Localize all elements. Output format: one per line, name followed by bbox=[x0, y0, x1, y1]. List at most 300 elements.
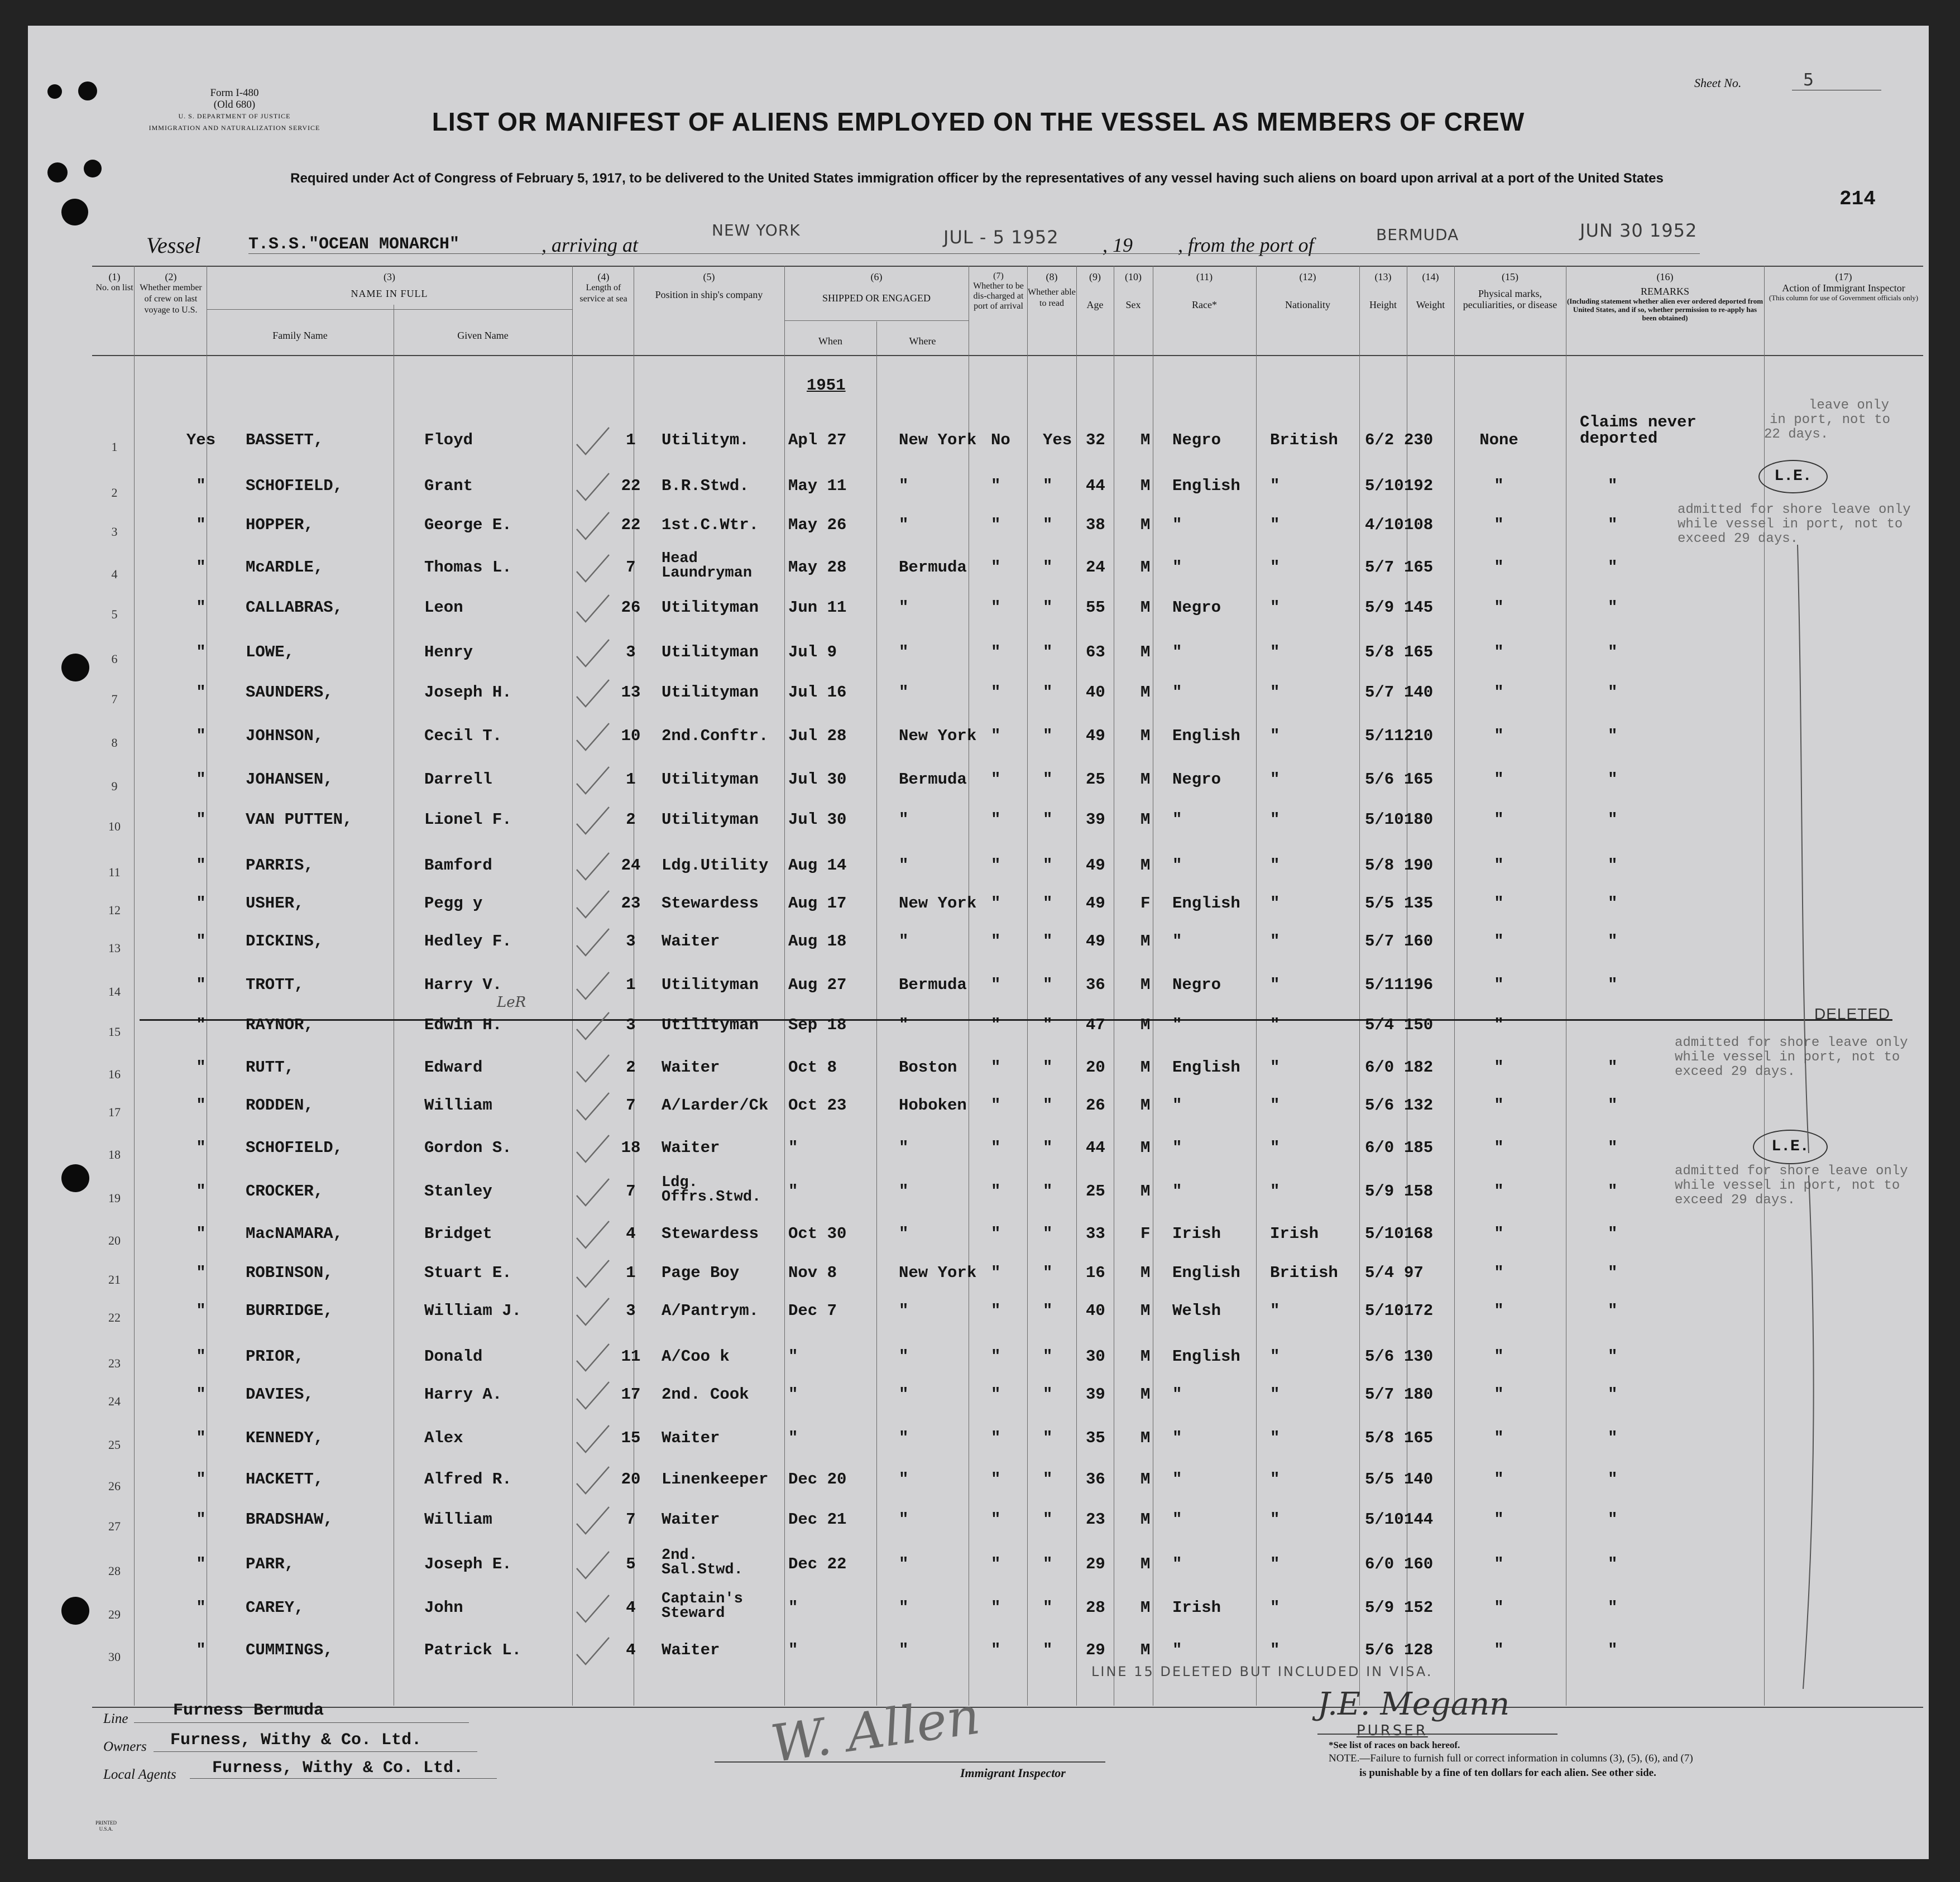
cell-when: " bbox=[788, 1347, 798, 1366]
column-header: (7) Whether to be dis-charged at port of arrival bbox=[973, 271, 1024, 311]
cell-where: " bbox=[899, 810, 909, 829]
cell-remarks: " bbox=[1608, 894, 1618, 913]
check-mark bbox=[572, 1549, 611, 1583]
check-mark bbox=[572, 1258, 611, 1292]
cell-family: USHER, bbox=[246, 894, 304, 913]
cell-weight: 185 bbox=[1404, 1139, 1434, 1157]
cell-nationality: " bbox=[1270, 683, 1280, 702]
cell-given: Alfred R. bbox=[424, 1470, 512, 1489]
cell-when: Jun 11 bbox=[788, 598, 847, 617]
cell-family: DAVIES, bbox=[246, 1385, 314, 1404]
cell-given: Pegg y bbox=[424, 894, 483, 913]
cell-age: 36 bbox=[1086, 976, 1105, 994]
cell-family: RODDEN, bbox=[246, 1096, 314, 1115]
cell-given: John bbox=[424, 1598, 463, 1617]
cell-given: William J. bbox=[424, 1302, 522, 1320]
cell-nationality: " bbox=[1270, 810, 1280, 829]
cell-weight: 140 bbox=[1404, 683, 1434, 702]
cell-age: 36 bbox=[1086, 1470, 1105, 1489]
cell-when: Dec 21 bbox=[788, 1510, 847, 1529]
row-number: 16 bbox=[108, 1067, 121, 1081]
cell-service: 1 bbox=[626, 1264, 636, 1282]
cell-where: " bbox=[899, 516, 909, 534]
shore-leave-stamp: admitted for shore leave only while vessel in port, not to exceed 29 days. bbox=[1678, 502, 1911, 546]
cell-remarks: " bbox=[1608, 1139, 1618, 1157]
check-mark bbox=[572, 1635, 611, 1669]
cell-service: 4 bbox=[626, 1225, 636, 1243]
column-header: (15) Physical marks, peculiarities, or disease bbox=[1463, 271, 1558, 310]
cell-where: " bbox=[899, 1470, 909, 1489]
arriving-port: NEW YORK bbox=[712, 221, 801, 239]
cell-discharged: " bbox=[991, 727, 1001, 745]
cell-where: " bbox=[899, 1555, 909, 1573]
cell-sex: M bbox=[1140, 1470, 1151, 1489]
cell-nationality: " bbox=[1270, 516, 1280, 534]
cell-where: " bbox=[899, 1016, 909, 1034]
cell-marks: " bbox=[1494, 1182, 1504, 1201]
cell-where: Bermuda bbox=[899, 770, 967, 789]
row-15-strikethrough bbox=[140, 1019, 1892, 1021]
cell-weight: 210 bbox=[1404, 727, 1434, 745]
cell-when: Jul 16 bbox=[788, 683, 847, 702]
cell-age: 44 bbox=[1086, 1139, 1105, 1157]
cell-given: Henry bbox=[424, 643, 473, 661]
cell-family: BASSETT, bbox=[246, 431, 324, 449]
cell-where: New York bbox=[899, 431, 977, 449]
cell-family: BURRIDGE, bbox=[246, 1302, 333, 1320]
cell-where: " bbox=[899, 1429, 909, 1447]
cell-height: 5/6 bbox=[1365, 1096, 1394, 1115]
crew-table-frame bbox=[92, 266, 1923, 1708]
row-number: 1 bbox=[111, 440, 118, 454]
cell-when: " bbox=[788, 1182, 798, 1201]
row-number: 12 bbox=[108, 903, 121, 917]
cell-marks: " bbox=[1494, 770, 1504, 789]
cell-weight: 130 bbox=[1404, 1347, 1434, 1366]
cell-service: 1 bbox=[626, 431, 636, 449]
row-number: 14 bbox=[108, 985, 121, 998]
cell-remarks: " bbox=[1608, 976, 1618, 994]
cell-weight: 135 bbox=[1404, 894, 1434, 913]
cell-nationality: British bbox=[1270, 1264, 1338, 1282]
cell-age: 38 bbox=[1086, 516, 1105, 534]
cell-sex: M bbox=[1140, 477, 1151, 495]
cell-nationality: " bbox=[1270, 1058, 1280, 1077]
cell-sex: M bbox=[1140, 1598, 1151, 1617]
cell-marks: " bbox=[1494, 1429, 1504, 1447]
cell-service: 7 bbox=[626, 1182, 636, 1201]
penalty-note-1: NOTE.—Failure to furnish full or correct information in columns (3), (5), (6), and (7) bbox=[1329, 1753, 1693, 1764]
cell-discharged: " bbox=[991, 1598, 1001, 1617]
cell-height: 5/10 bbox=[1365, 1302, 1404, 1320]
column-divider bbox=[1256, 266, 1257, 1706]
cell-marks: " bbox=[1494, 856, 1504, 875]
row-number: 3 bbox=[111, 525, 118, 539]
cell-nationality: " bbox=[1270, 477, 1280, 495]
row-number: 24 bbox=[108, 1394, 121, 1408]
cell-service: 4 bbox=[626, 1641, 636, 1659]
cell-marks: " bbox=[1494, 598, 1504, 617]
cell-where: " bbox=[899, 477, 909, 495]
cell-marks: " bbox=[1494, 727, 1504, 745]
cell-age: 24 bbox=[1086, 558, 1105, 577]
cell-prev: " bbox=[196, 976, 206, 994]
cell-position: A/Pantrym. bbox=[662, 1302, 759, 1320]
cell-when: Dec 22 bbox=[788, 1555, 847, 1573]
cell-sex: M bbox=[1140, 1347, 1151, 1366]
column-divider bbox=[876, 321, 877, 1706]
cell-when: Oct 23 bbox=[788, 1096, 847, 1115]
cell-height: 5/7 bbox=[1365, 558, 1394, 577]
cell-family: SAUNDERS, bbox=[246, 683, 333, 702]
cell-read: " bbox=[1043, 856, 1053, 875]
cell-read: " bbox=[1043, 727, 1053, 745]
cell-read: " bbox=[1043, 1555, 1053, 1573]
cell-where: Bermuda bbox=[899, 558, 967, 577]
cell-sex: M bbox=[1140, 1429, 1151, 1447]
cell-discharged: " bbox=[991, 643, 1001, 661]
cell-service: 24 bbox=[621, 856, 641, 875]
cell-position: Linenkeeper bbox=[662, 1470, 769, 1489]
cell-discharged: " bbox=[991, 1225, 1001, 1243]
cell-marks: " bbox=[1494, 1510, 1504, 1529]
row-number: 7 bbox=[111, 692, 118, 706]
cell-prev: " bbox=[196, 1264, 206, 1282]
cell-read: " bbox=[1043, 558, 1053, 577]
cell-service: 17 bbox=[621, 1385, 641, 1404]
column-divider bbox=[1454, 266, 1455, 1706]
cell-when: Dec 20 bbox=[788, 1470, 847, 1489]
cell-service: 3 bbox=[626, 1016, 636, 1034]
cell-nationality: " bbox=[1270, 1096, 1280, 1115]
cell-prev: " bbox=[196, 1182, 206, 1201]
cell-given: Leon bbox=[424, 598, 463, 617]
cell-weight: 108 bbox=[1404, 516, 1434, 534]
cell-marks: " bbox=[1494, 1264, 1504, 1282]
cell-weight: 140 bbox=[1404, 1470, 1434, 1489]
cell-discharged: " bbox=[991, 1139, 1001, 1157]
cell-sex: M bbox=[1140, 932, 1151, 950]
binder-hole bbox=[47, 162, 68, 183]
cell-read: " bbox=[1043, 477, 1053, 495]
cell-remarks: " bbox=[1608, 1302, 1618, 1320]
cell-family: RAYNOR, bbox=[246, 1016, 314, 1034]
cell-nationality: " bbox=[1270, 894, 1280, 913]
cell-discharged: " bbox=[991, 477, 1001, 495]
column-header: (3) NAME IN FULL bbox=[351, 271, 428, 299]
row-number: 18 bbox=[108, 1148, 121, 1161]
cell-height: 5/5 bbox=[1365, 894, 1394, 913]
cell-family: ROBINSON, bbox=[246, 1264, 333, 1282]
cell-service: 1 bbox=[626, 976, 636, 994]
cell-remarks: " bbox=[1608, 810, 1618, 829]
cell-prev: " bbox=[196, 932, 206, 950]
cell-family: JOHANSEN, bbox=[246, 770, 333, 789]
cell-race: " bbox=[1172, 643, 1182, 661]
cell-sex: F bbox=[1140, 1225, 1151, 1243]
cell-sex: M bbox=[1140, 770, 1151, 789]
cell-race: " bbox=[1172, 1429, 1182, 1447]
cell-remarks: " bbox=[1608, 770, 1618, 789]
cell-height: 5/10 bbox=[1365, 1510, 1404, 1529]
purser-signature: J.E. Megann bbox=[1317, 1686, 1510, 1722]
cell-remarks: " bbox=[1608, 727, 1618, 745]
cell-prev: " bbox=[196, 1555, 206, 1573]
cell-position: Page Boy bbox=[662, 1264, 740, 1282]
cell-sex: M bbox=[1140, 856, 1151, 875]
cell-where: " bbox=[899, 932, 909, 950]
cell-prev: " bbox=[196, 1385, 206, 1404]
cell-marks: " bbox=[1494, 1598, 1504, 1617]
cell-nationality: " bbox=[1270, 1598, 1280, 1617]
cell-service: 11 bbox=[621, 1347, 641, 1366]
cell-sex: M bbox=[1140, 1510, 1151, 1529]
line-value: Furness Bermuda bbox=[173, 1701, 324, 1720]
cell-service: 22 bbox=[621, 516, 641, 534]
cell-age: 32 bbox=[1086, 431, 1105, 449]
check-mark bbox=[572, 970, 611, 1004]
cell-given: Patrick L. bbox=[424, 1641, 522, 1659]
cell-read: " bbox=[1043, 1347, 1053, 1366]
cell-when: May 11 bbox=[788, 477, 847, 495]
cell-discharged: " bbox=[991, 932, 1001, 950]
cell-position: Waiter bbox=[662, 1510, 720, 1529]
cell-when: May 28 bbox=[788, 558, 847, 577]
cell-prev: " bbox=[196, 1429, 206, 1447]
cell-remarks: " bbox=[1608, 1347, 1618, 1366]
cell-marks: " bbox=[1494, 1096, 1504, 1115]
row-number: 13 bbox=[108, 941, 121, 955]
column-divider bbox=[784, 266, 785, 1706]
cell-age: 16 bbox=[1086, 1264, 1105, 1282]
agents-label: Local Agents bbox=[103, 1767, 176, 1782]
cell-nationality: " bbox=[1270, 1510, 1280, 1529]
check-mark bbox=[572, 678, 611, 711]
cell-discharged: " bbox=[991, 1510, 1001, 1529]
cell-prev: Yes bbox=[186, 431, 216, 449]
cell-position: Utilityman bbox=[662, 643, 759, 661]
cell-weight: 180 bbox=[1404, 1385, 1434, 1404]
cell-given: Bamford bbox=[424, 856, 492, 875]
cell-nationality: " bbox=[1270, 856, 1280, 875]
cell-race: Irish bbox=[1172, 1598, 1221, 1617]
cell-where: " bbox=[899, 1385, 909, 1404]
cell-position: Utilityman bbox=[662, 976, 759, 994]
row-number: 11 bbox=[108, 865, 121, 879]
cell-age: 20 bbox=[1086, 1058, 1105, 1077]
cell-discharged: " bbox=[991, 894, 1001, 913]
column-header: (13) Height bbox=[1369, 271, 1397, 310]
cell-given: Edward bbox=[424, 1058, 483, 1077]
cell-remarks: " bbox=[1608, 477, 1618, 495]
cell-discharged: " bbox=[991, 1096, 1001, 1115]
cell-family: JOHNSON, bbox=[246, 727, 324, 745]
cell-nationality: " bbox=[1270, 1429, 1280, 1447]
cell-discharged: " bbox=[991, 1302, 1001, 1320]
cell-discharged: " bbox=[991, 810, 1001, 829]
cell-discharged: " bbox=[991, 1470, 1001, 1489]
cell-age: 49 bbox=[1086, 932, 1105, 950]
check-mark bbox=[572, 1091, 611, 1124]
cell-marks: " bbox=[1494, 1641, 1504, 1659]
cell-read: " bbox=[1043, 1429, 1053, 1447]
cell-nationality: Irish bbox=[1270, 1225, 1319, 1243]
cell-when: " bbox=[788, 1385, 798, 1404]
cell-prev: " bbox=[196, 558, 206, 577]
le-mark: L.E. bbox=[1753, 1130, 1828, 1164]
cell-age: 28 bbox=[1086, 1598, 1105, 1617]
cell-race: English bbox=[1172, 1058, 1240, 1077]
cell-prev: " bbox=[196, 598, 206, 617]
cell-remarks: " bbox=[1608, 932, 1618, 950]
cell-remarks: " bbox=[1608, 1264, 1618, 1282]
cell-age: 23 bbox=[1086, 1510, 1105, 1529]
cell-nationality: " bbox=[1270, 1385, 1280, 1404]
agents-value: Furness, Withy & Co. Ltd. bbox=[212, 1759, 464, 1778]
cell-race: " bbox=[1172, 1096, 1182, 1115]
cell-position: Utilitym. bbox=[662, 431, 749, 449]
row-number: 10 bbox=[108, 819, 121, 833]
from-label: , from the port of bbox=[1178, 234, 1314, 256]
cell-weight: 97 bbox=[1404, 1264, 1424, 1282]
penalty-note-2: is punishable by a fine of ten dollars for each alien. See other side. bbox=[1359, 1767, 1656, 1779]
cell-nationality: " bbox=[1270, 976, 1280, 994]
cell-when: " bbox=[788, 1641, 798, 1659]
check-mark bbox=[572, 1423, 611, 1457]
cell-height: 5/10 bbox=[1365, 1225, 1404, 1243]
cell-position: 2nd.Conftr. bbox=[662, 727, 769, 745]
cell-nationality: " bbox=[1270, 1302, 1280, 1320]
cell-family: PRIOR, bbox=[246, 1347, 304, 1366]
cell-sex: M bbox=[1140, 1641, 1151, 1659]
cell-height: 5/6 bbox=[1365, 770, 1394, 789]
form-number: Form I-480 bbox=[210, 87, 259, 99]
binder-hole bbox=[78, 81, 97, 100]
cell-sex: M bbox=[1140, 683, 1151, 702]
arriving-label: , arriving at bbox=[541, 234, 639, 256]
row-number: 25 bbox=[108, 1438, 121, 1452]
cell-race: Negro bbox=[1172, 976, 1221, 994]
le-mark: L.E. bbox=[1758, 460, 1828, 493]
cell-race: " bbox=[1172, 1139, 1182, 1157]
column-header: (12) Nationality bbox=[1285, 271, 1330, 310]
check-mark bbox=[572, 1010, 611, 1044]
cell-when: Aug 17 bbox=[788, 894, 847, 913]
cell-prev: " bbox=[196, 643, 206, 661]
cell-family: McARDLE, bbox=[246, 558, 324, 577]
cell-family: PARRIS, bbox=[246, 856, 314, 875]
row-number: 26 bbox=[108, 1479, 121, 1493]
cell-where: Hoboken bbox=[899, 1096, 967, 1115]
cell-service: 2 bbox=[626, 1058, 636, 1077]
cell-nationality: " bbox=[1270, 643, 1280, 661]
cell-race: " bbox=[1172, 558, 1182, 577]
cell-age: 44 bbox=[1086, 477, 1105, 495]
cell-discharged: " bbox=[991, 558, 1001, 577]
cell-read: " bbox=[1043, 1139, 1053, 1157]
cell-service: 1 bbox=[626, 770, 636, 789]
cell-when: Jul 9 bbox=[788, 643, 837, 661]
cell-service: 20 bbox=[621, 1470, 641, 1489]
cell-read: " bbox=[1043, 1016, 1053, 1034]
cell-read: " bbox=[1043, 976, 1053, 994]
cell-where: " bbox=[899, 1641, 909, 1659]
cell-race: English bbox=[1172, 1347, 1240, 1366]
cell-read: " bbox=[1043, 1385, 1053, 1404]
cell-prev: " bbox=[196, 1016, 206, 1034]
cell-when: Jul 30 bbox=[788, 770, 847, 789]
cell-race: " bbox=[1172, 1385, 1182, 1404]
cell-when: Aug 27 bbox=[788, 976, 847, 994]
cell-age: 25 bbox=[1086, 1182, 1105, 1201]
cell-race: " bbox=[1172, 932, 1182, 950]
shore-leave-stamp: admitted for shore leave only while vessel in port, not to exceed 29 days. bbox=[1675, 1035, 1908, 1079]
check-mark bbox=[572, 851, 611, 884]
cell-age: 55 bbox=[1086, 598, 1105, 617]
cell-position: Ldg.Utility bbox=[662, 856, 769, 875]
cell-service: 23 bbox=[621, 894, 641, 913]
cell-marks: " bbox=[1494, 976, 1504, 994]
check-mark bbox=[572, 1177, 611, 1210]
cell-where: " bbox=[899, 1598, 909, 1617]
cell-sex: M bbox=[1140, 810, 1151, 829]
check-mark bbox=[572, 889, 611, 922]
cell-nationality: " bbox=[1270, 1347, 1280, 1366]
row-number: 8 bbox=[111, 736, 118, 750]
cell-given: Floyd bbox=[424, 431, 473, 449]
cell-remarks: " bbox=[1608, 1225, 1618, 1243]
cell-service: 3 bbox=[626, 643, 636, 661]
column-header: (5) Position in ship's company bbox=[655, 271, 763, 300]
year-label: , 19 bbox=[1103, 234, 1133, 256]
cell-service: 3 bbox=[626, 932, 636, 950]
cell-position: A/Larder/Ck bbox=[662, 1096, 769, 1115]
cell-read: " bbox=[1043, 1058, 1053, 1077]
cell-position: Captain's Steward bbox=[662, 1591, 743, 1622]
cell-height: 5/10 bbox=[1365, 810, 1404, 829]
cell-race: Negro bbox=[1172, 431, 1221, 449]
cell-prev: " bbox=[196, 1225, 206, 1243]
cell-nationality: " bbox=[1270, 598, 1280, 617]
cell-height: 6/0 bbox=[1365, 1058, 1394, 1077]
cell-read: " bbox=[1043, 1641, 1053, 1659]
cell-given: Stuart E. bbox=[424, 1264, 512, 1282]
row-number: 6 bbox=[111, 652, 118, 666]
cell-discharged: " bbox=[991, 976, 1001, 994]
check-mark bbox=[572, 471, 611, 505]
row-number: 30 bbox=[108, 1650, 121, 1664]
inspector-label: Immigrant Inspector bbox=[960, 1766, 1066, 1780]
cell-height: 4/10 bbox=[1365, 516, 1404, 534]
cell-discharged: " bbox=[991, 1016, 1001, 1034]
row-number: 2 bbox=[111, 486, 118, 500]
cell-weight: 192 bbox=[1404, 477, 1434, 495]
cell-remarks: " bbox=[1608, 598, 1618, 617]
cell-race: " bbox=[1172, 810, 1182, 829]
cell-given: Donald bbox=[424, 1347, 483, 1366]
cell-age: 39 bbox=[1086, 810, 1105, 829]
cell-given: Stanley bbox=[424, 1182, 492, 1201]
cell-family: HOPPER, bbox=[246, 516, 314, 534]
cell-sex: M bbox=[1140, 1302, 1151, 1320]
cell-when: Nov 8 bbox=[788, 1264, 837, 1282]
binder-hole bbox=[61, 1597, 89, 1625]
cell-remarks: " bbox=[1608, 1641, 1618, 1659]
cell-race: " bbox=[1172, 516, 1182, 534]
cell-read: " bbox=[1043, 1510, 1053, 1529]
cell-height: 5/5 bbox=[1365, 1470, 1394, 1489]
cell-race: " bbox=[1172, 1641, 1182, 1659]
